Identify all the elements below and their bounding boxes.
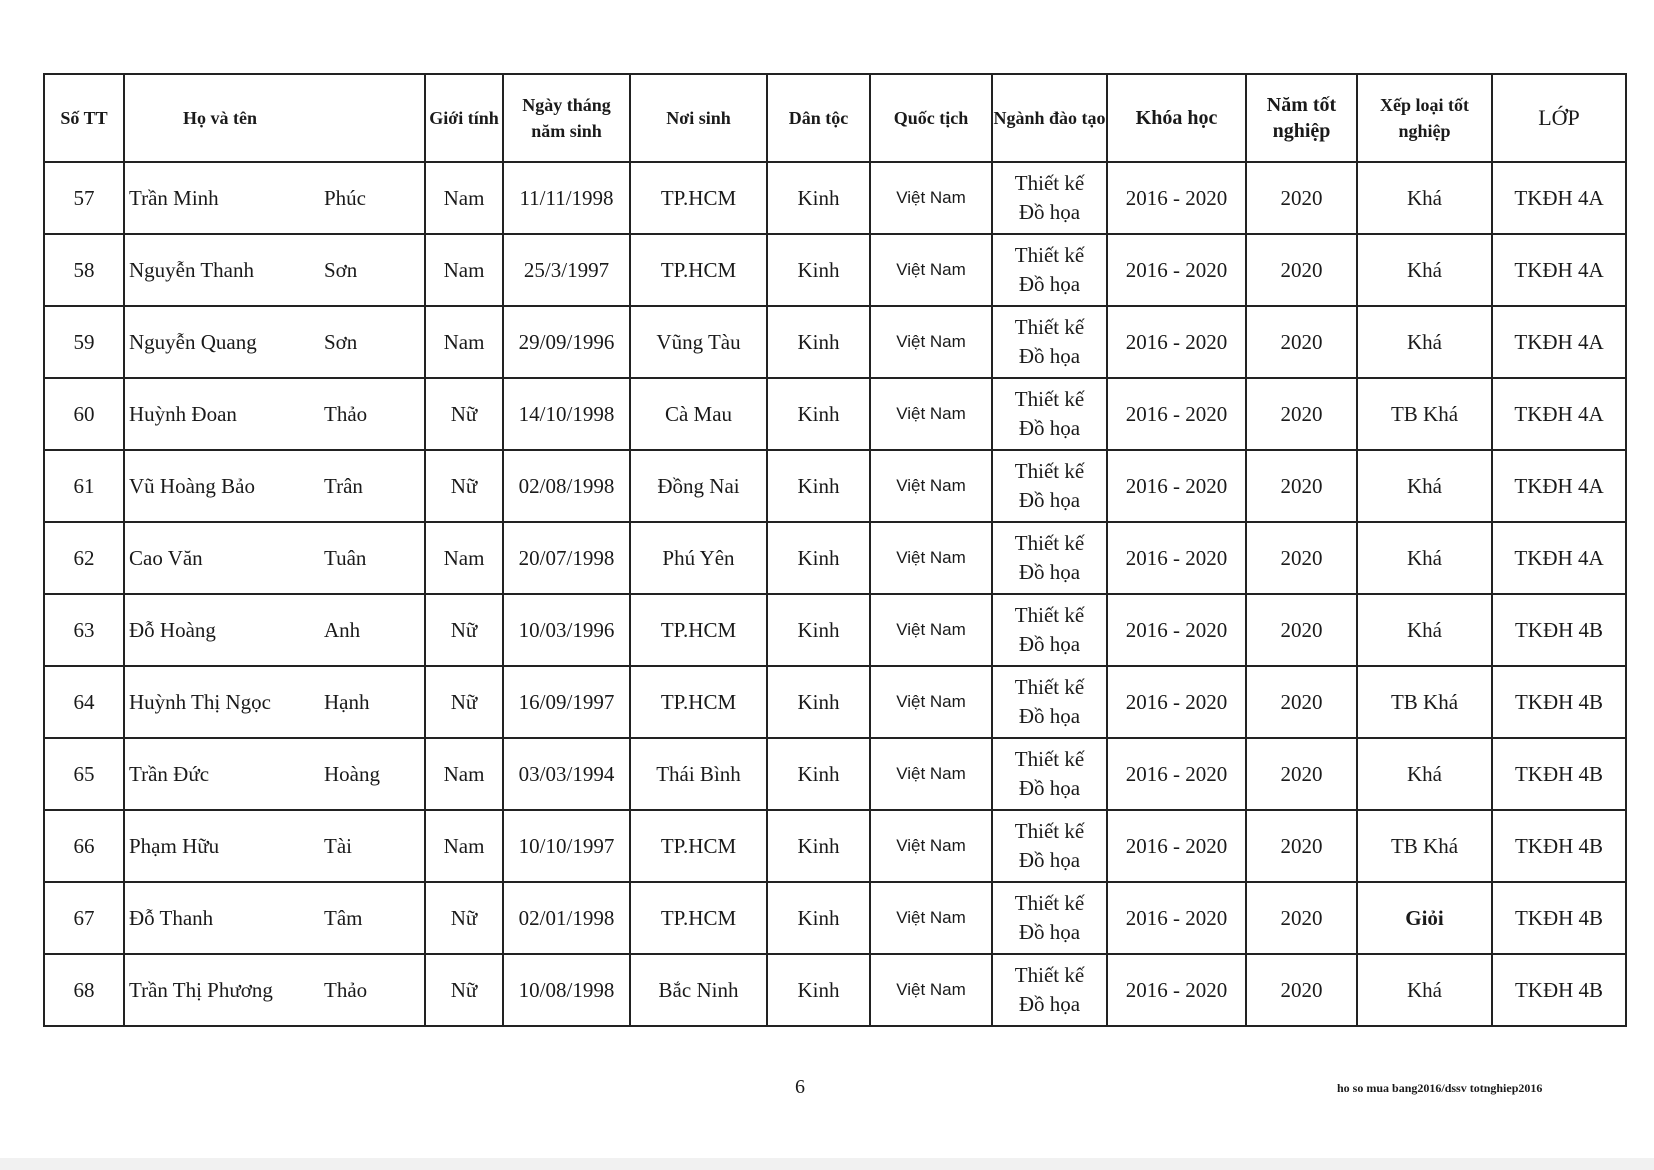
given-name: Sơn — [324, 329, 358, 354]
given-name: Thảo — [324, 977, 368, 1002]
cell-course: 2016 - 2020 — [1107, 882, 1246, 954]
cell-gender: Nữ — [425, 594, 503, 666]
cell-name — [124, 882, 425, 954]
cell-dob: 20/07/1998 — [503, 522, 630, 594]
given-name: Tâm — [324, 905, 363, 930]
cell-stt: 68 — [44, 954, 124, 1026]
cell-course: 2016 - 2020 — [1107, 594, 1246, 666]
cell-name — [124, 594, 425, 666]
cell-rank: TB Khá — [1357, 378, 1492, 450]
given-name: Phúc — [324, 185, 366, 210]
cell-ethnicity: Kinh — [767, 306, 870, 378]
major-line-2: Đồ họa — [1018, 920, 1081, 944]
given-name: Thảo — [324, 401, 368, 426]
cell-stt: 57 — [44, 162, 124, 234]
cell-birthplace: Bắc Ninh — [630, 954, 767, 1026]
cell-course: 2016 - 2020 — [1107, 450, 1246, 522]
cell-name — [124, 234, 425, 306]
cell-major — [992, 162, 1107, 234]
cell-class: TKĐH 4B — [1492, 738, 1626, 810]
major-line-1: Thiết kế — [1014, 963, 1085, 987]
header-rank: Xếp loại tốt nghiệp — [1357, 74, 1492, 162]
cell-nationality: Việt Nam — [870, 810, 992, 882]
given-name: Sơn — [324, 257, 358, 282]
first-middle-name: Trần Thị Phương — [129, 977, 273, 1002]
cell-birthplace: TP.HCM — [630, 594, 767, 666]
cell-birthplace: Đồng Nai — [630, 450, 767, 522]
cell-rank: Khá — [1357, 162, 1492, 234]
cell-dob: 02/01/1998 — [503, 882, 630, 954]
cell-nationality: Việt Nam — [870, 738, 992, 810]
cell-stt: 65 — [44, 738, 124, 810]
cell-birthplace: Phú Yên — [630, 522, 767, 594]
cell-stt: 64 — [44, 666, 124, 738]
table-row — [44, 882, 1626, 954]
table-row — [44, 378, 1626, 450]
major-line-1: Thiết kế — [1014, 819, 1085, 843]
cell-class: TKĐH 4A — [1492, 306, 1626, 378]
cell-dob: 10/10/1997 — [503, 810, 630, 882]
cell-ethnicity: Kinh — [767, 810, 870, 882]
cell-dob: 10/03/1996 — [503, 594, 630, 666]
cell-birthplace: Vũng Tàu — [630, 306, 767, 378]
header-nationality: Quốc tịch — [870, 74, 992, 162]
cell-rank: Giỏi — [1357, 882, 1492, 954]
header-ethnicity: Dân tộc — [767, 74, 870, 162]
given-name: Trân — [324, 473, 363, 498]
cell-gender: Nữ — [425, 882, 503, 954]
table-row — [44, 522, 1626, 594]
cell-rank: Khá — [1357, 594, 1492, 666]
first-middle-name: Trần Minh — [129, 185, 219, 210]
table-row — [44, 162, 1626, 234]
graduates-table — [43, 73, 1627, 1027]
major-line-2: Đồ họa — [1018, 704, 1081, 728]
cell-ethnicity: Kinh — [767, 162, 870, 234]
header-name: Họ và tên — [124, 74, 425, 162]
major-line-2: Đồ họa — [1018, 776, 1081, 800]
cell-birthplace: TP.HCM — [630, 666, 767, 738]
first-middle-name: Nguyễn Thanh — [129, 257, 255, 282]
cell-stt: 66 — [44, 810, 124, 882]
major-line-2: Đồ họa — [1018, 416, 1081, 440]
cell-dob: 29/09/1996 — [503, 306, 630, 378]
cell-name — [124, 738, 425, 810]
cell-birthplace: TP.HCM — [630, 882, 767, 954]
cell-grad-year: 2020 — [1246, 594, 1357, 666]
first-middle-name: Nguyễn Quang — [129, 329, 257, 354]
first-middle-name: Trần Đức — [129, 761, 210, 786]
cell-name — [124, 954, 425, 1026]
cell-major — [992, 882, 1107, 954]
cell-grad-year: 2020 — [1246, 882, 1357, 954]
cell-birthplace: Cà Mau — [630, 378, 767, 450]
cell-major — [992, 738, 1107, 810]
cell-course: 2016 - 2020 — [1107, 306, 1246, 378]
cell-class: TKĐH 4A — [1492, 522, 1626, 594]
given-name: Hoàng — [324, 761, 380, 786]
cell-nationality: Việt Nam — [870, 666, 992, 738]
header-major: Ngành đào tạo — [992, 74, 1107, 162]
major-line-2: Đồ họa — [1018, 632, 1081, 656]
major-line-1: Thiết kế — [1014, 531, 1085, 555]
cell-major — [992, 594, 1107, 666]
cell-rank: Khá — [1357, 306, 1492, 378]
major-line-2: Đồ họa — [1018, 200, 1081, 224]
scan-edge — [0, 1158, 1654, 1170]
cell-class: TKĐH 4B — [1492, 666, 1626, 738]
cell-ethnicity: Kinh — [767, 450, 870, 522]
header-stt: Số TT — [44, 74, 124, 162]
cell-dob: 14/10/1998 — [503, 378, 630, 450]
cell-rank: TB Khá — [1357, 666, 1492, 738]
major-line-2: Đồ họa — [1018, 344, 1081, 368]
major-line-2: Đồ họa — [1018, 488, 1081, 512]
cell-ethnicity: Kinh — [767, 666, 870, 738]
cell-birthplace: TP.HCM — [630, 810, 767, 882]
cell-ethnicity: Kinh — [767, 882, 870, 954]
cell-gender: Nữ — [425, 450, 503, 522]
cell-rank: Khá — [1357, 234, 1492, 306]
cell-class: TKĐH 4B — [1492, 954, 1626, 1026]
first-middle-name: Huỳnh Thị Ngọc — [129, 689, 271, 714]
cell-major — [992, 306, 1107, 378]
cell-course: 2016 - 2020 — [1107, 738, 1246, 810]
cell-rank: Khá — [1357, 954, 1492, 1026]
cell-ethnicity: Kinh — [767, 738, 870, 810]
cell-nationality: Việt Nam — [870, 162, 992, 234]
given-name: Anh — [324, 617, 361, 642]
cell-class: TKĐH 4B — [1492, 810, 1626, 882]
cell-birthplace: Thái Bình — [630, 738, 767, 810]
cell-grad-year: 2020 — [1246, 738, 1357, 810]
table-row — [44, 594, 1626, 666]
given-name: Tài — [324, 833, 352, 858]
cell-nationality: Việt Nam — [870, 378, 992, 450]
cell-stt: 59 — [44, 306, 124, 378]
cell-major — [992, 378, 1107, 450]
cell-name — [124, 378, 425, 450]
first-middle-name: Phạm Hữu — [129, 833, 220, 858]
cell-gender: Nam — [425, 810, 503, 882]
first-middle-name: Đỗ Hoàng — [129, 617, 216, 642]
cell-stt: 58 — [44, 234, 124, 306]
cell-ethnicity: Kinh — [767, 378, 870, 450]
cell-course: 2016 - 2020 — [1107, 666, 1246, 738]
header-course: Khóa học — [1107, 74, 1246, 162]
cell-gender: Nữ — [425, 378, 503, 450]
cell-nationality: Việt Nam — [870, 234, 992, 306]
cell-grad-year: 2020 — [1246, 522, 1357, 594]
page-number: 6 — [795, 1076, 805, 1098]
first-middle-name: Vũ Hoàng Bảo — [129, 473, 255, 498]
cell-class: TKĐH 4A — [1492, 378, 1626, 450]
cell-dob: 25/3/1997 — [503, 234, 630, 306]
major-line-2: Đồ họa — [1018, 272, 1081, 296]
cell-gender: Nam — [425, 522, 503, 594]
cell-grad-year: 2020 — [1246, 306, 1357, 378]
cell-gender: Nam — [425, 234, 503, 306]
cell-gender: Nam — [425, 738, 503, 810]
cell-major — [992, 666, 1107, 738]
cell-grad-year: 2020 — [1246, 234, 1357, 306]
cell-nationality: Việt Nam — [870, 522, 992, 594]
cell-ethnicity: Kinh — [767, 522, 870, 594]
given-name: Tuân — [324, 545, 367, 570]
cell-major — [992, 954, 1107, 1026]
cell-nationality: Việt Nam — [870, 882, 992, 954]
table-row — [44, 810, 1626, 882]
cell-course: 2016 - 2020 — [1107, 522, 1246, 594]
cell-major — [992, 810, 1107, 882]
major-line-1: Thiết kế — [1014, 891, 1085, 915]
cell-nationality: Việt Nam — [870, 954, 992, 1026]
cell-birthplace: TP.HCM — [630, 162, 767, 234]
major-line-1: Thiết kế — [1014, 747, 1085, 771]
cell-nationality: Việt Nam — [870, 450, 992, 522]
table-header-row — [44, 74, 1626, 162]
major-line-1: Thiết kế — [1014, 315, 1085, 339]
cell-dob: 03/03/1994 — [503, 738, 630, 810]
cell-name — [124, 162, 425, 234]
cell-rank: TB Khá — [1357, 810, 1492, 882]
cell-major — [992, 450, 1107, 522]
table-row — [44, 666, 1626, 738]
header-birthplace: Nơi sinh — [630, 74, 767, 162]
cell-dob: 16/09/1997 — [503, 666, 630, 738]
first-middle-name: Đỗ Thanh — [129, 905, 214, 930]
cell-dob: 10/08/1998 — [503, 954, 630, 1026]
cell-birthplace: TP.HCM — [630, 234, 767, 306]
cell-class: TKĐH 4A — [1492, 450, 1626, 522]
cell-gender: Nam — [425, 162, 503, 234]
cell-stt: 67 — [44, 882, 124, 954]
given-name: Hạnh — [324, 689, 370, 714]
cell-course: 2016 - 2020 — [1107, 234, 1246, 306]
cell-course: 2016 - 2020 — [1107, 162, 1246, 234]
cell-dob: 11/11/1998 — [503, 162, 630, 234]
cell-nationality: Việt Nam — [870, 594, 992, 666]
major-line-2: Đồ họa — [1018, 560, 1081, 584]
cell-dob: 02/08/1998 — [503, 450, 630, 522]
first-middle-name: Huỳnh Đoan — [129, 401, 237, 426]
header-grad-year: Năm tốt nghiệp — [1246, 74, 1357, 162]
cell-name — [124, 810, 425, 882]
cell-course: 2016 - 2020 — [1107, 810, 1246, 882]
table-row — [44, 738, 1626, 810]
cell-rank: Khá — [1357, 738, 1492, 810]
footer-file-path: ho so mua bang2016/dssv totnghiep2016 — [1337, 1081, 1543, 1095]
cell-ethnicity: Kinh — [767, 594, 870, 666]
cell-stt: 61 — [44, 450, 124, 522]
cell-rank: Khá — [1357, 522, 1492, 594]
cell-name — [124, 450, 425, 522]
cell-class: TKĐH 4A — [1492, 162, 1626, 234]
table-row — [44, 450, 1626, 522]
cell-major — [992, 522, 1107, 594]
major-line-2: Đồ họa — [1018, 992, 1081, 1016]
cell-course: 2016 - 2020 — [1107, 378, 1246, 450]
cell-class: TKĐH 4B — [1492, 882, 1626, 954]
header-dob: Ngày tháng năm sinh — [503, 74, 630, 162]
major-line-1: Thiết kế — [1014, 243, 1085, 267]
major-line-1: Thiết kế — [1014, 675, 1085, 699]
table-row — [44, 234, 1626, 306]
cell-stt: 60 — [44, 378, 124, 450]
major-line-1: Thiết kế — [1014, 387, 1085, 411]
cell-ethnicity: Kinh — [767, 954, 870, 1026]
cell-name — [124, 522, 425, 594]
cell-course: 2016 - 2020 — [1107, 954, 1246, 1026]
cell-major — [992, 234, 1107, 306]
cell-grad-year: 2020 — [1246, 954, 1357, 1026]
cell-grad-year: 2020 — [1246, 666, 1357, 738]
cell-grad-year: 2020 — [1246, 378, 1357, 450]
cell-rank: Khá — [1357, 450, 1492, 522]
header-gender: Giới tính — [425, 74, 503, 162]
cell-name — [124, 306, 425, 378]
cell-stt: 62 — [44, 522, 124, 594]
major-line-2: Đồ họa — [1018, 848, 1081, 872]
cell-nationality: Việt Nam — [870, 306, 992, 378]
table-body — [44, 162, 1626, 1026]
cell-grad-year: 2020 — [1246, 450, 1357, 522]
table-row — [44, 954, 1626, 1026]
cell-gender: Nữ — [425, 954, 503, 1026]
major-line-1: Thiết kế — [1014, 459, 1085, 483]
table-row — [44, 306, 1626, 378]
header-class: LỚP — [1492, 74, 1626, 162]
cell-gender: Nam — [425, 306, 503, 378]
cell-grad-year: 2020 — [1246, 810, 1357, 882]
cell-name — [124, 666, 425, 738]
cell-ethnicity: Kinh — [767, 234, 870, 306]
cell-stt: 63 — [44, 594, 124, 666]
cell-class: TKĐH 4B — [1492, 594, 1626, 666]
cell-class: TKĐH 4A — [1492, 234, 1626, 306]
first-middle-name: Cao Văn — [129, 545, 203, 570]
cell-grad-year: 2020 — [1246, 162, 1357, 234]
major-line-1: Thiết kế — [1014, 171, 1085, 195]
cell-gender: Nữ — [425, 666, 503, 738]
major-line-1: Thiết kế — [1014, 603, 1085, 627]
